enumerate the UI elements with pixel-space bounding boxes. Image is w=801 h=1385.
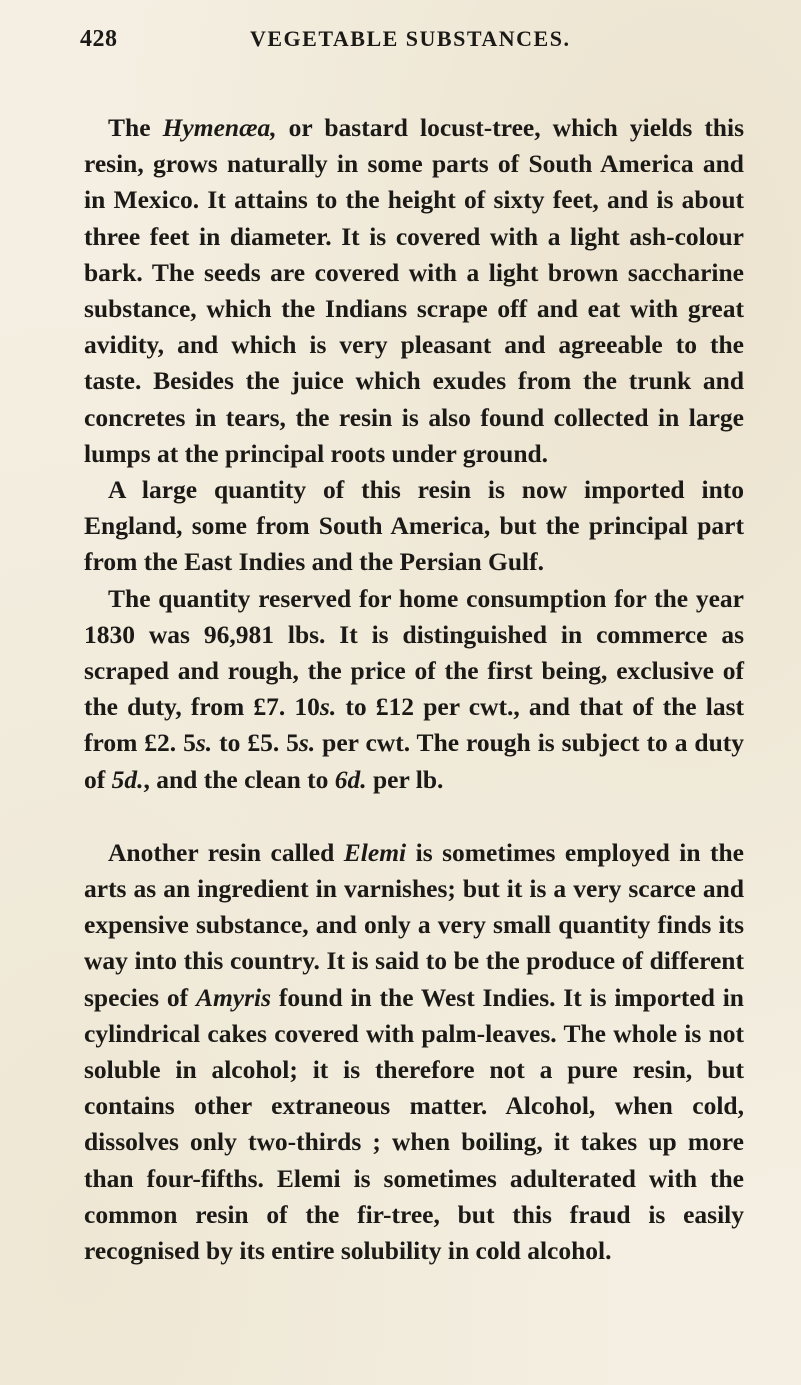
paragraph-text: The — [108, 113, 163, 142]
italic-term: Amyris — [195, 982, 272, 1012]
page-number: 428 — [80, 26, 118, 52]
paragraph-text: to £5. 5 — [212, 728, 299, 758]
running-head: VEGETABLE SUBSTANCES. — [250, 26, 571, 51]
paragraph-text: or bastard locust-tree, which yields this resin, grows naturally in some parts of South America and in Mexico. It attains to the height of sixty feet, and is about three feet in diameter. It is covered with a light ash-colour bark. The seeds are covered with a light brown saccharine substance, which the Indians scrape off and eat with great avidity, and which is very pleasant and agreeable to the taste. Besides the juice which exudes from the trunk and concretes in tears, the resin is also found collected in large lumps at the principal roots under ground. — [84, 113, 744, 468]
paragraph-text: , and the clean to — [143, 764, 335, 794]
paragraph-text: per cwt. The rough is subject to a duty of — [84, 728, 744, 794]
paragraph-hymenaea — [84, 110, 744, 472]
italic-unit: s. — [195, 728, 213, 758]
italic-unit: 6d. — [334, 764, 367, 794]
paragraph-text: Another resin called — [108, 837, 344, 867]
italic-term: Elemi — [343, 837, 407, 867]
italic-term: Hymenæa, — [162, 113, 277, 142]
paragraph-text: The quantity reserved for home consumption for the year 1830 was 96,981 lbs. It is distinguished in commerce as scraped and rough, the price of the first being, exclusive of the duty, from £7. 10 — [84, 583, 744, 722]
italic-unit: s. — [298, 728, 316, 758]
paragraph-text: is sometimes employed in the arts as an ingredient in varnishes; but it is a very scarce and expensive substance, and only a very small quantity finds its way into this country. It is said to be the produce of different species of — [84, 837, 744, 1012]
body-text — [84, 110, 744, 1269]
paragraph-consumption — [84, 581, 744, 798]
page-header — [80, 26, 741, 62]
paragraph-text: found in the West Indies. It is imported in cylindrical cakes covered with palm-leaves. The whole is not soluble in alcohol; it is therefore not a pure resin, but contains other extraneous matter. Alcohol, when cold, dissolves only two-thirds ; when boiling, it takes up more than four-fifths. Elemi is sometimes adulterated with the common resin of the fir-tree, but this fraud is easily recognised by its entire solubility in cold alcohol. — [84, 982, 744, 1266]
paragraph-text: per lb. — [366, 764, 444, 794]
italic-unit: s. — [319, 692, 337, 722]
paragraph-elemi — [84, 835, 744, 1269]
italic-unit: 5d. — [111, 764, 144, 794]
paragraph-import: A large quantity of this resin is now imported into England, some from South America, but the principal part from the East Indies and the Persian Gulf. — [84, 475, 744, 577]
paragraph-text: to £12 per cwt., and that of the last from £2. 5 — [84, 692, 744, 758]
